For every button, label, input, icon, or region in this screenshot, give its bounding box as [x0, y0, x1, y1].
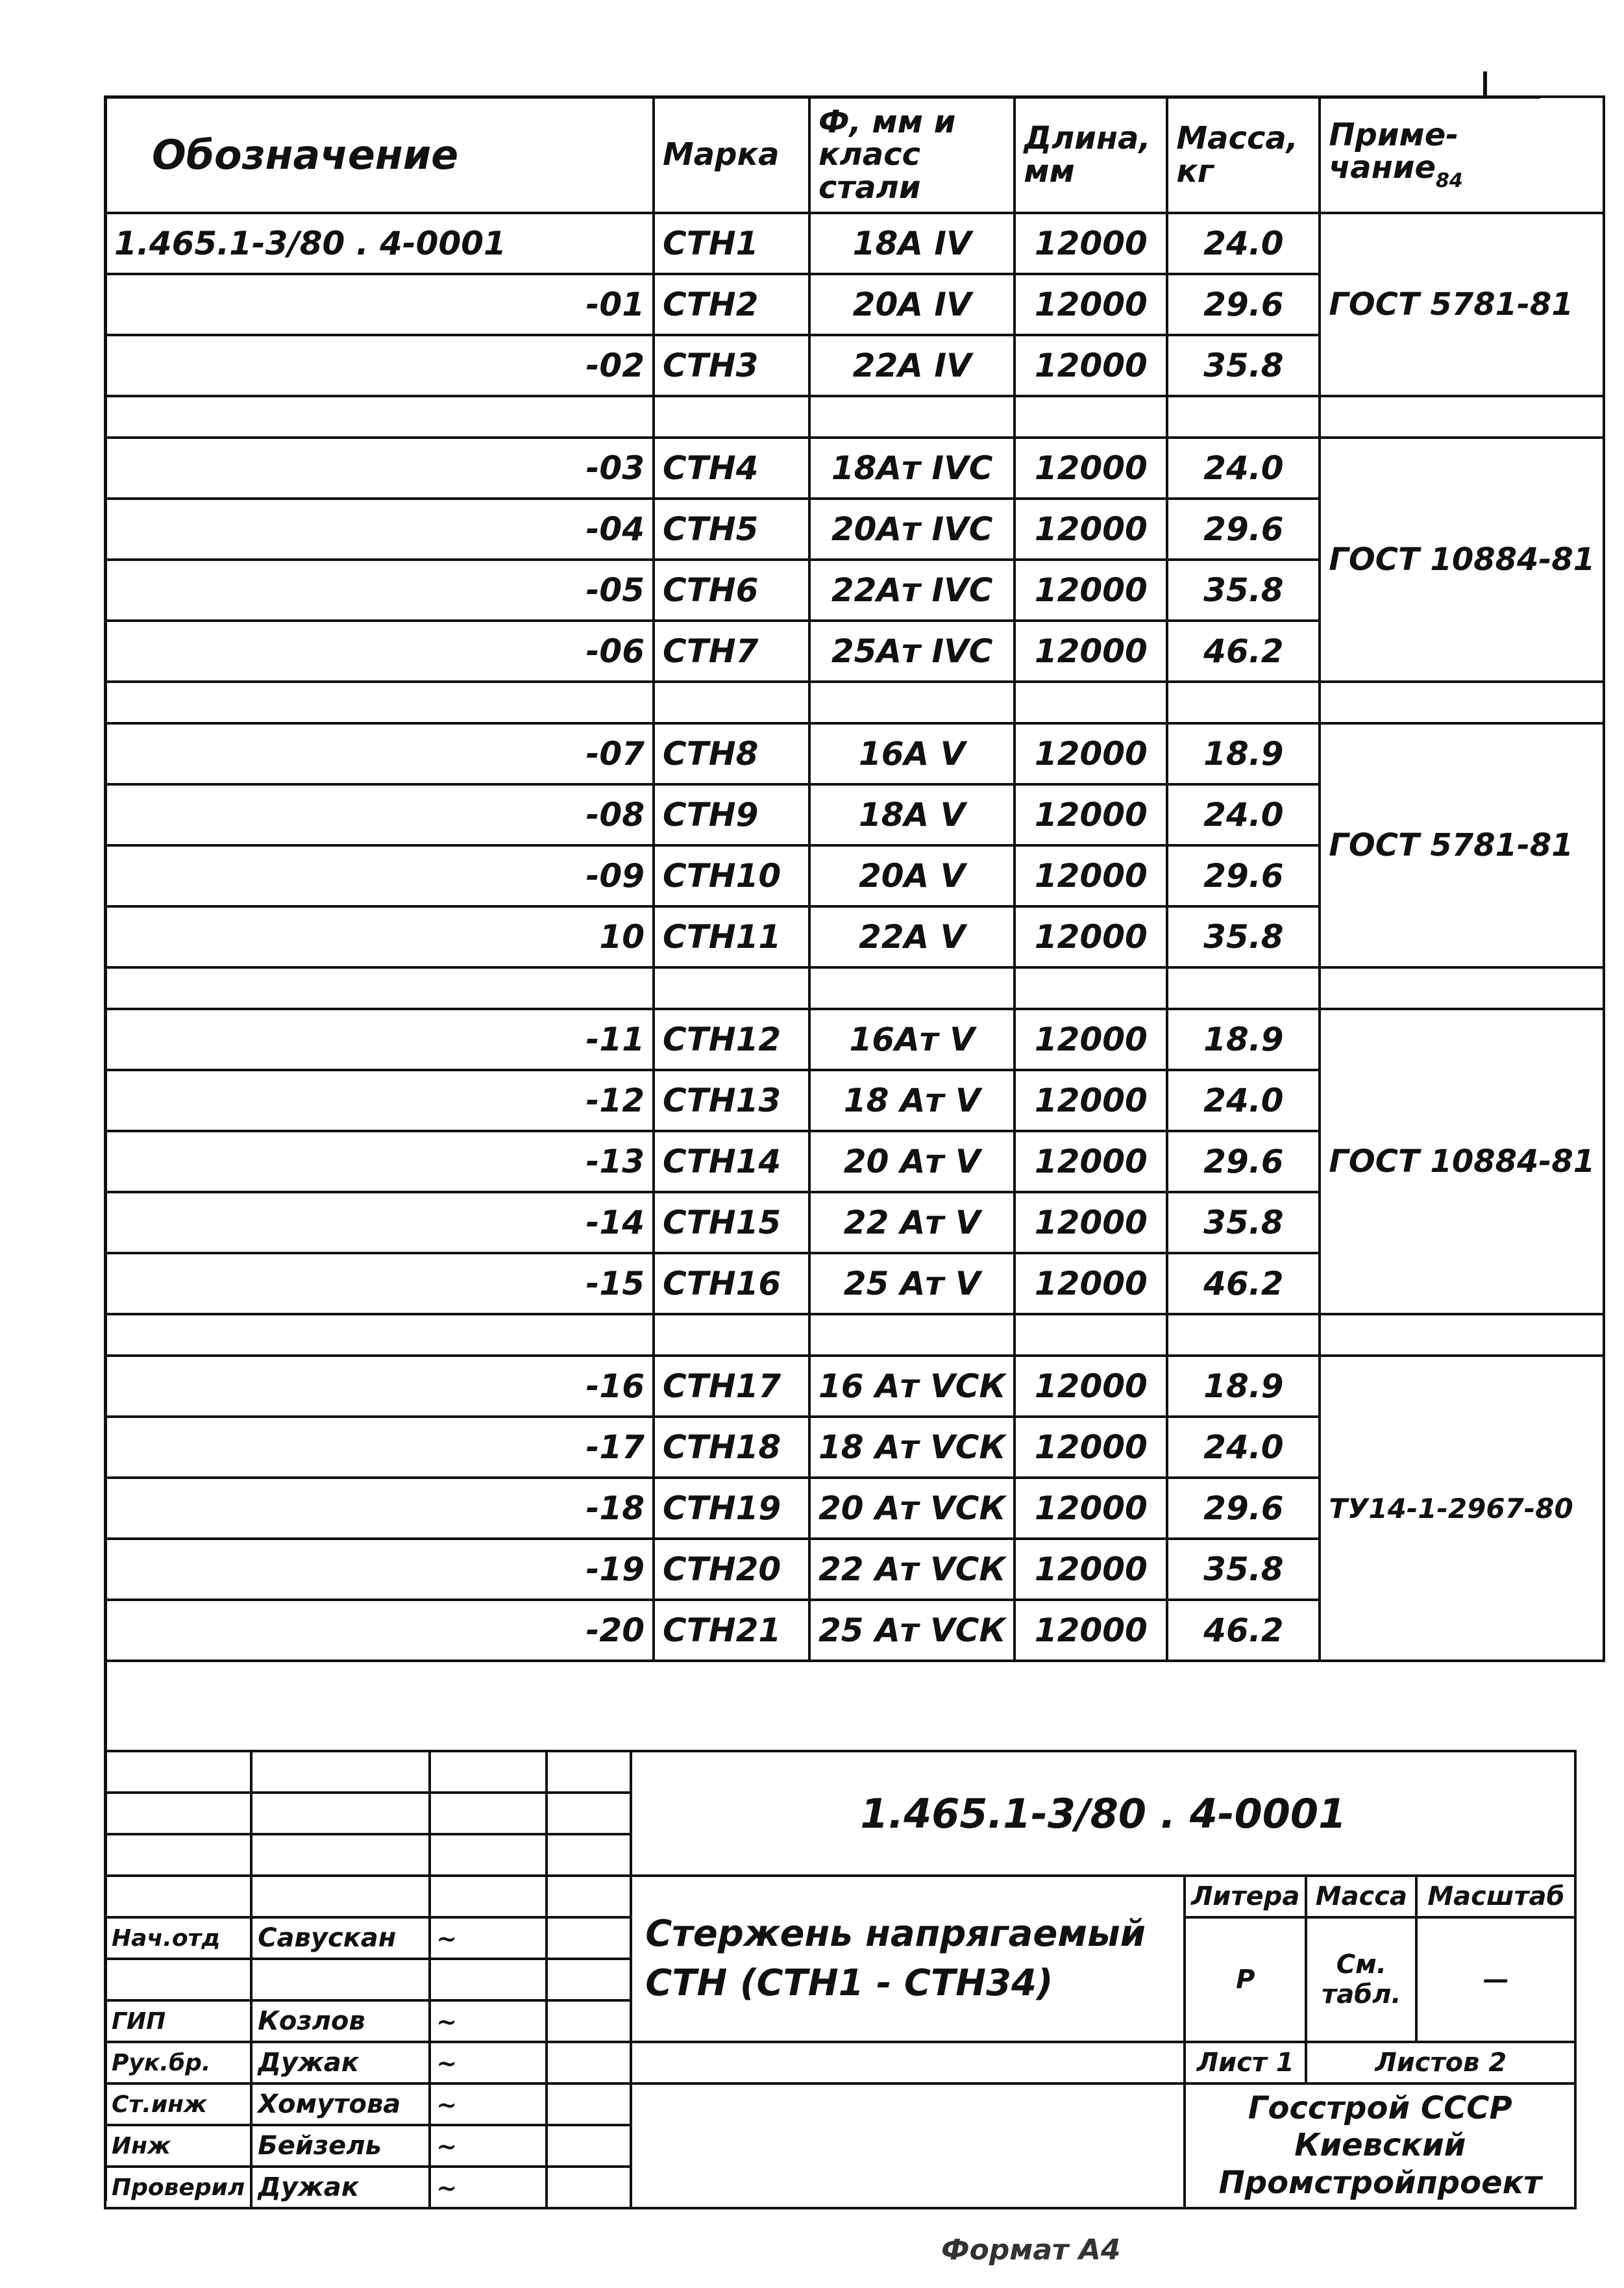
cell-designation: -19 — [105, 1539, 654, 1600]
cell-mark: СТН6 — [654, 560, 809, 621]
empty-cell — [105, 396, 654, 438]
litera-value: Р — [1185, 1917, 1306, 2042]
empty-cell — [105, 1751, 251, 1793]
empty-cell — [547, 2083, 631, 2125]
cell-mark: СТН12 — [654, 1009, 809, 1070]
empty-cell — [631, 2042, 1185, 2083]
spacer-row — [105, 1314, 1604, 1356]
cell-diameter: 20А V — [809, 845, 1015, 906]
empty-cell — [251, 1959, 430, 2000]
cell-mass: 46.2 — [1167, 1600, 1320, 1661]
spacer-row — [105, 682, 1604, 723]
empty-cell — [809, 682, 1015, 723]
signature-cell: ~ — [430, 2042, 547, 2083]
cell-designation: -01 — [105, 274, 654, 335]
cell-mark: СТН20 — [654, 1539, 809, 1600]
cell-mass: 18.9 — [1167, 723, 1320, 784]
cell-diameter: 18А V — [809, 784, 1015, 845]
empty-cell — [1167, 396, 1320, 438]
cell-designation: -17 — [105, 1417, 654, 1478]
cell-length: 12000 — [1015, 906, 1167, 967]
empty-cell — [430, 1793, 547, 1834]
specification-table — [104, 95, 1605, 1662]
cell-mark: СТН5 — [654, 499, 809, 560]
document-code: 1.465.1-3/80 . 4-0001 — [631, 1751, 1575, 1876]
cell-diameter: 18А IV — [809, 213, 1015, 274]
cell-length: 12000 — [1015, 1131, 1167, 1192]
cell-designation: -05 — [105, 560, 654, 621]
cell-designation: -18 — [105, 1478, 654, 1539]
empty-cell — [430, 1834, 547, 1876]
cell-designation: -20 — [105, 1600, 654, 1661]
cell-diameter: 20А IV — [809, 274, 1015, 335]
empty-cell — [809, 1314, 1015, 1356]
cell-mass: 35.8 — [1167, 335, 1320, 396]
cell-mass: 24.0 — [1167, 1070, 1320, 1131]
cell-length: 12000 — [1015, 1192, 1167, 1253]
cell-mark: СТН16 — [654, 1253, 809, 1314]
litera-label: Литера — [1185, 1876, 1306, 1917]
empty-cell — [547, 1751, 631, 1793]
cell-designation: -08 — [105, 784, 654, 845]
empty-cell — [105, 682, 654, 723]
header-note — [1320, 97, 1604, 213]
cell-length: 12000 — [1015, 621, 1167, 682]
cell-mass: 24.0 — [1167, 784, 1320, 845]
cell-diameter: 16 Ат VСК — [809, 1356, 1015, 1417]
cell-diameter: 18 Ат V — [809, 1070, 1015, 1131]
cell-mark: СТН13 — [654, 1070, 809, 1131]
role-cell: Проверил — [105, 2167, 251, 2208]
header-diameter: Ф, мм и класс стали — [809, 97, 1015, 213]
spacer-row — [105, 396, 1604, 438]
cell-length: 12000 — [1015, 213, 1167, 274]
cell-note-group5: ТУ14-1-2967-80 — [1320, 1356, 1604, 1661]
cell-designation: -07 — [105, 723, 654, 784]
empty-cell — [251, 1834, 430, 1876]
empty-cell — [1167, 1314, 1320, 1356]
signature-cell: ~ — [430, 2125, 547, 2167]
empty-cell — [654, 396, 809, 438]
header-note-sup: 84 — [1436, 169, 1463, 192]
header-length: Длина, мм — [1015, 97, 1167, 213]
empty-cell — [105, 1314, 654, 1356]
organization — [1185, 2083, 1575, 2208]
cell-mass: 29.6 — [1167, 1131, 1320, 1192]
sheets-total: Листов 2 — [1306, 2042, 1575, 2083]
cell-diameter: 20 Ат V — [809, 1131, 1015, 1192]
cell-diameter: 22 Ат V — [809, 1192, 1015, 1253]
cell-mark: СТН3 — [654, 335, 809, 396]
person-cell: Козлов — [251, 2000, 430, 2042]
cell-length: 12000 — [1015, 1253, 1167, 1314]
header-designation: Обозначение — [105, 97, 654, 213]
signature-cell — [430, 1959, 547, 2000]
cell-mass: 29.6 — [1167, 845, 1320, 906]
cell-length: 12000 — [1015, 845, 1167, 906]
empty-cell — [105, 1876, 251, 1917]
empty-cell — [251, 1793, 430, 1834]
cell-designation: 1.465.1-3/80 . 4-0001 — [105, 213, 654, 274]
table-header-row — [105, 97, 1604, 213]
cell-mark: СТН8 — [654, 723, 809, 784]
cell-designation: -03 — [105, 438, 654, 499]
scale-label: Масштаб — [1416, 1876, 1575, 1917]
signature-cell: ~ — [430, 2167, 547, 2208]
cell-mass: 46.2 — [1167, 1253, 1320, 1314]
cell-mass: 35.8 — [1167, 1539, 1320, 1600]
cell-mark: СТН10 — [654, 845, 809, 906]
cell-note-group1: ГОСТ 5781-81 — [1320, 213, 1604, 396]
empty-cell — [547, 1876, 631, 1917]
empty-cell — [1015, 682, 1167, 723]
empty-cell — [1015, 967, 1167, 1009]
table-row — [105, 213, 1604, 274]
empty-cell — [1320, 967, 1604, 1009]
cell-length: 12000 — [1015, 1070, 1167, 1131]
cell-mass: 24.0 — [1167, 1417, 1320, 1478]
cell-diameter: 22А IV — [809, 335, 1015, 396]
cell-diameter: 18 Ат VСК — [809, 1417, 1015, 1478]
mass-label: Масса — [1306, 1876, 1416, 1917]
cell-length: 12000 — [1015, 784, 1167, 845]
cell-designation: -11 — [105, 1009, 654, 1070]
signature-cell: ~ — [430, 2000, 547, 2042]
cell-diameter: 20Ат IVС — [809, 499, 1015, 560]
empty-cell — [105, 1834, 251, 1876]
cell-diameter: 25Ат IVС — [809, 621, 1015, 682]
cell-diameter: 16А V — [809, 723, 1015, 784]
title-line-2: СТН (СТН1 - СТН34) — [645, 1962, 1053, 2004]
cell-length: 12000 — [1015, 335, 1167, 396]
cell-mass: 29.6 — [1167, 274, 1320, 335]
person-cell: Савускан — [251, 1917, 430, 1959]
cell-diameter: 16Ат V — [809, 1009, 1015, 1070]
org-line-1: Госстрой СССР — [1248, 2089, 1512, 2126]
cell-length: 12000 — [1015, 1009, 1167, 1070]
title-block — [104, 1750, 1577, 2209]
cell-mark: СТН7 — [654, 621, 809, 682]
empty-cell — [1320, 396, 1604, 438]
corner-tick-mark — [1483, 71, 1487, 96]
spacer-row — [105, 967, 1604, 1009]
cell-diameter: 22 Ат VСК — [809, 1539, 1015, 1600]
sheet-number: Лист 1 — [1185, 2042, 1306, 2083]
empty-cell — [1015, 396, 1167, 438]
empty-cell — [547, 2042, 631, 2083]
cell-length: 12000 — [1015, 1356, 1167, 1417]
empty-cell — [251, 1876, 430, 1917]
cell-mark: СТН14 — [654, 1131, 809, 1192]
empty-cell — [1320, 1314, 1604, 1356]
cell-note-group2: ГОСТ 10884-81 — [1320, 438, 1604, 682]
format-note: Формат А4 — [941, 2233, 1121, 2267]
cell-designation: 10 — [105, 906, 654, 967]
cell-length: 12000 — [1015, 1478, 1167, 1539]
person-cell: Дужак — [251, 2167, 430, 2208]
empty-cell — [430, 1751, 547, 1793]
cell-mass: 18.9 — [1167, 1356, 1320, 1417]
empty-cell — [105, 1959, 251, 2000]
empty-cell — [547, 1959, 631, 2000]
cell-mark: СТН11 — [654, 906, 809, 967]
table-row — [105, 1356, 1604, 1417]
cell-note-group4: ГОСТ 10884-81 — [1320, 1009, 1604, 1314]
empty-cell — [809, 396, 1015, 438]
cell-designation: -09 — [105, 845, 654, 906]
empty-cell — [547, 2167, 631, 2208]
empty-cell — [105, 1793, 251, 1834]
signature-cell: ~ — [430, 2083, 547, 2125]
role-cell: Нач.отд — [105, 1917, 251, 1959]
cell-length: 12000 — [1015, 499, 1167, 560]
person-cell: Бейзель — [251, 2125, 430, 2167]
empty-cell — [547, 1917, 631, 1959]
header-mark: Марка — [654, 97, 809, 213]
cell-mark: СТН18 — [654, 1417, 809, 1478]
cell-length: 12000 — [1015, 723, 1167, 784]
cell-mark: СТН4 — [654, 438, 809, 499]
cell-length: 12000 — [1015, 560, 1167, 621]
cell-diameter: 20 Ат VСК — [809, 1478, 1015, 1539]
title-line-1: Стержень напрягаемый — [645, 1913, 1146, 1956]
cell-length: 12000 — [1015, 438, 1167, 499]
cell-mark: СТН2 — [654, 274, 809, 335]
cell-designation: -14 — [105, 1192, 654, 1253]
signature-cell: ~ — [430, 1917, 547, 1959]
empty-cell — [105, 967, 654, 1009]
role-cell: Инж — [105, 2125, 251, 2167]
empty-cell — [1167, 967, 1320, 1009]
cell-diameter: 18Ат IVС — [809, 438, 1015, 499]
cell-mass: 35.8 — [1167, 560, 1320, 621]
cell-designation: -02 — [105, 335, 654, 396]
cell-mass: 24.0 — [1167, 438, 1320, 499]
empty-cell — [547, 1793, 631, 1834]
role-cell: ГИП — [105, 2000, 251, 2042]
cell-diameter: 22А V — [809, 906, 1015, 967]
cell-designation: -12 — [105, 1070, 654, 1131]
empty-cell — [631, 2083, 1185, 2208]
cell-mark: СТН17 — [654, 1356, 809, 1417]
empty-cell — [1320, 682, 1604, 723]
role-cell: Рук.бр. — [105, 2042, 251, 2083]
role-cell: Ст.инж — [105, 2083, 251, 2125]
org-line-2: Киевский — [1294, 2127, 1466, 2164]
empty-cell — [547, 2125, 631, 2167]
cell-designation: -15 — [105, 1253, 654, 1314]
person-cell: Хомутова — [251, 2083, 430, 2125]
cell-designation: -04 — [105, 499, 654, 560]
cell-diameter: 25 Ат VСК — [809, 1600, 1015, 1661]
cell-length: 12000 — [1015, 1417, 1167, 1478]
cell-diameter: 25 Ат V — [809, 1253, 1015, 1314]
cell-length: 12000 — [1015, 1600, 1167, 1661]
cell-mass: 35.8 — [1167, 1192, 1320, 1253]
header-mass: Масса, кг — [1167, 97, 1320, 213]
mass-value: См. табл. — [1306, 1917, 1416, 2042]
cell-mass: 29.6 — [1167, 499, 1320, 560]
table-row — [105, 438, 1604, 499]
header-note-text: Приме- чание — [1329, 116, 1459, 186]
cell-designation: -13 — [105, 1131, 654, 1192]
cell-mark: СТН9 — [654, 784, 809, 845]
cell-note-group3: ГОСТ 5781-81 — [1320, 723, 1604, 967]
cell-mark: СТН19 — [654, 1478, 809, 1539]
cell-designation: -06 — [105, 621, 654, 682]
cell-length: 12000 — [1015, 1539, 1167, 1600]
empty-cell — [547, 2000, 631, 2042]
empty-cell — [547, 1834, 631, 1876]
cell-mass: 35.8 — [1167, 906, 1320, 967]
empty-cell — [654, 682, 809, 723]
cell-mass: 24.0 — [1167, 213, 1320, 274]
empty-cell — [1167, 682, 1320, 723]
cell-mark: СТН1 — [654, 213, 809, 274]
cell-length: 12000 — [1015, 274, 1167, 335]
cell-mark: СТН21 — [654, 1600, 809, 1661]
cell-mass: 18.9 — [1167, 1009, 1320, 1070]
document-title — [631, 1876, 1185, 2042]
empty-cell — [1015, 1314, 1167, 1356]
empty-cell — [430, 1876, 547, 1917]
person-cell: Дужак — [251, 2042, 430, 2083]
cell-mark: СТН15 — [654, 1192, 809, 1253]
empty-cell — [654, 1314, 809, 1356]
empty-cell — [809, 967, 1015, 1009]
cell-mass: 46.2 — [1167, 621, 1320, 682]
empty-cell — [654, 967, 809, 1009]
table-row — [105, 1009, 1604, 1070]
org-line-3: Промстройпроект — [1218, 2164, 1542, 2201]
cell-mass: 29.6 — [1167, 1478, 1320, 1539]
scale-value: — — [1416, 1917, 1575, 2042]
cell-diameter: 22Ат IVС — [809, 560, 1015, 621]
cell-designation: -16 — [105, 1356, 654, 1417]
table-row — [105, 723, 1604, 784]
empty-cell — [251, 1751, 430, 1793]
